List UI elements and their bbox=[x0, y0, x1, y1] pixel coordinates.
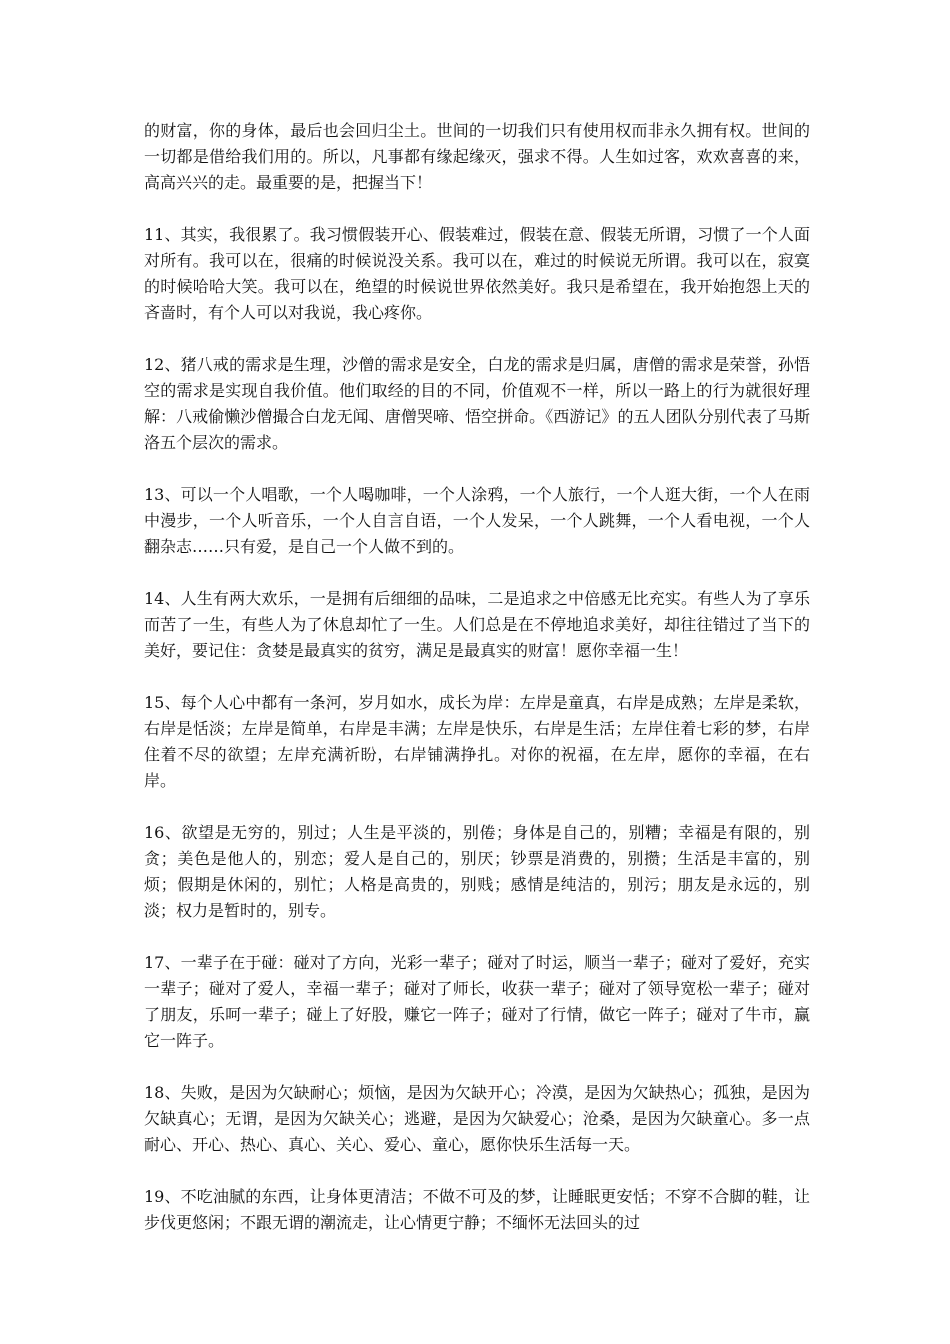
paragraph-15: 15、每个人心中都有一条河，岁月如水，成长为岸：左岸是童真，右岸是成熟；左岸是柔软，右岸是恬淡；左岸是简单，右岸是丰满；左岸是快乐，右岸是生活；左岸住着七彩的梦，右岸住着不尽的欲望；左岸充满祈盼，右岸铺满挣扎。对你的祝福，在左岸，愿你的幸福，在右岸。 bbox=[144, 693, 810, 790]
paragraph-17: 17、一辈子在于碰：碰对了方向，光彩一辈子；碰对了时运，顺当一辈子；碰对了爱好，充实一辈子；碰对了爱人，幸福一辈子；碰对了师长，收获一辈子；碰对了领导宽松一辈子；碰对了朋友，乐呵一辈子；碰上了好股，赚它一阵子；碰对了行情，做它一阵子；碰对了牛市，赢它一阵子。 bbox=[144, 953, 810, 1050]
paragraph-19: 19、不吃油腻的东西，让身体更清洁；不做不可及的梦，让睡眠更安恬；不穿不合脚的鞋，让步伐更悠闲；不跟无谓的潮流走，让心情更宁静；不缅怀无法回头的过 bbox=[144, 1187, 810, 1232]
paragraph-16: 16、欲望是无穷的，别过；人生是平淡的，别倦；身体是自己的，别糟；幸福是有限的，别贪；美色是他人的，别恋；爱人是自己的，别厌；钞票是消费的，别攒；生活是丰富的，别烦；假期是休闲的，别忙；人格是高贵的，别贱；感情是纯洁的，别污；朋友是永远的，别淡；权力是暂时的，别专。 bbox=[144, 823, 810, 920]
paragraph-12: 12、猪八戒的需求是生理，沙僧的需求是安全，白龙的需求是归属，唐僧的需求是荣誉，孙悟空的需求是实现自我价值。他们取经的目的不同，价值观不一样，所以一路上的行为就很好理解：八戒偷懒沙僧撮合白龙无闻、唐僧哭啼、悟空拼命。《西游记》的五人团队分别代表了马斯洛五个层次的需求。 bbox=[144, 355, 810, 452]
paragraph-continued: 的财富，你的身体，最后也会回归尘土。世间的一切我们只有使用权而非永久拥有权。世间的一切都是借给我们用的。所以，凡事都有缘起缘灭，强求不得。人生如过客，欢欢喜喜的来，高高兴兴的走。最重要的是，把握当下！ bbox=[144, 121, 810, 192]
paragraph-11: 11、其实，我很累了。我习惯假装开心、假装难过，假装在意、假装无所谓，习惯了一个人面对所有。我可以在，很痛的时候说没关系。我可以在，难过的时候说无所谓。我可以在，寂寞的时候哈哈大笑。我可以在，绝望的时候说世界依然美好。我只是希望在，我开始抱怨上天的吝啬时，有个人可以对我说，我心疼你。 bbox=[144, 225, 810, 322]
document-body bbox=[144, 118, 810, 1236]
paragraph-18: 18、失败，是因为欠缺耐心；烦恼，是因为欠缺开心；冷漠，是因为欠缺热心；孤独，是因为欠缺真心；无谓，是因为欠缺关心；逃避，是因为欠缺爱心；沧桑，是因为欠缺童心。多一点耐心、开心、热心、真心、关心、爱心、童心，愿你快乐生活每一天。 bbox=[144, 1083, 810, 1154]
paragraph-13: 13、可以一个人唱歌，一个人喝咖啡，一个人涂鸦，一个人旅行，一个人逛大街，一个人在雨中漫步，一个人听音乐，一个人自言自语，一个人发呆，一个人跳舞，一个人看电视，一个人翻杂志……只有爱，是自己一个人做不到的。 bbox=[144, 485, 810, 556]
paragraph-14: 14、人生有两大欢乐，一是拥有后细细的品味，二是追求之中倍感无比充实。有些人为了享乐而苦了一生，有些人为了休息却忙了一生。人们总是在不停地追求美好，却往往错过了当下的美好，要记住：贪婪是最真实的贫穷，满足是最真实的财富！愿你幸福一生！ bbox=[144, 589, 810, 660]
